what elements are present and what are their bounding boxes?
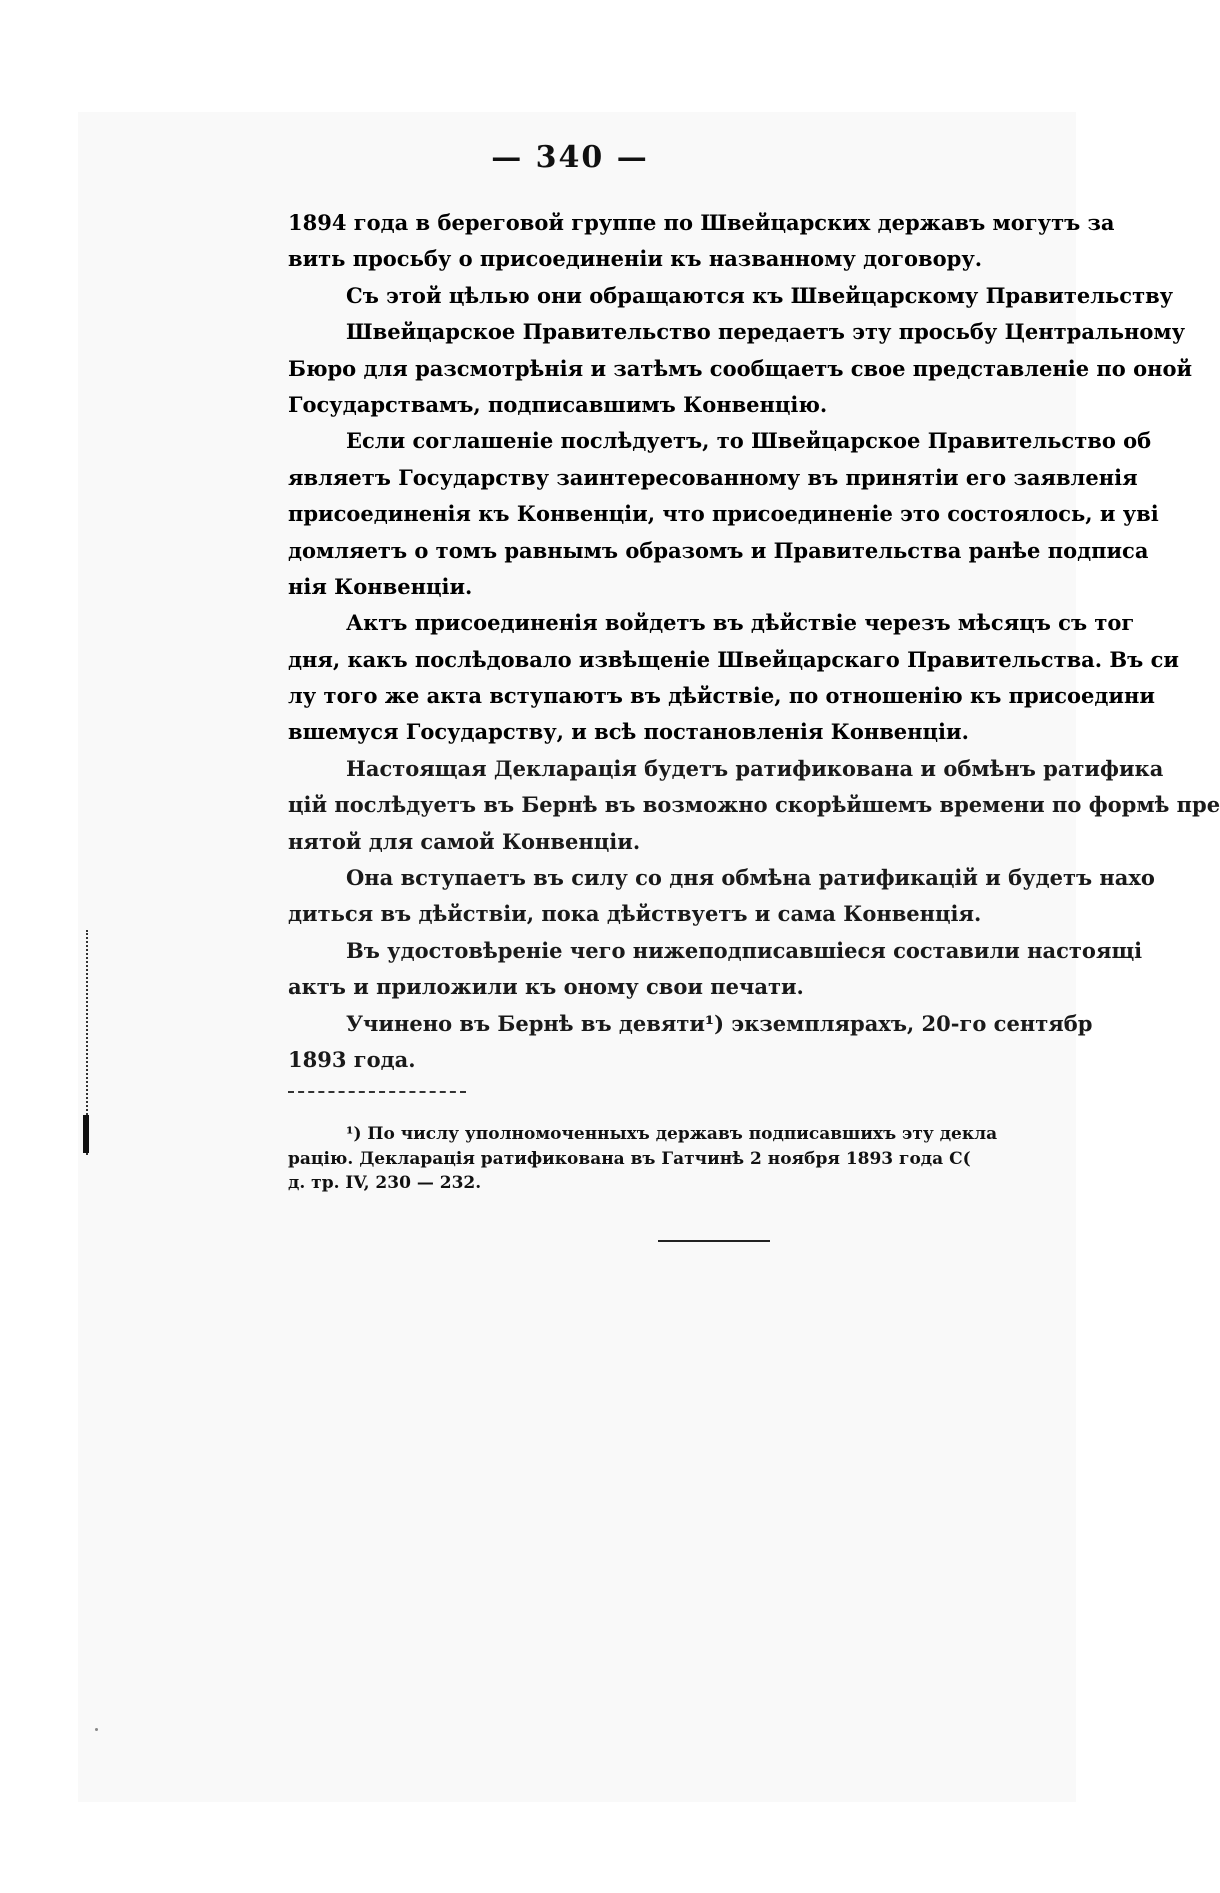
body-text — [288, 205, 1220, 1078]
footnote-line: ¹) По числу уполномоченныхъ державъ подписавшихъ эту декла — [346, 1124, 998, 1144]
text-line: Она вступаетъ въ силу со дня обмѣна ратификацій и будетъ нахо — [346, 865, 1155, 891]
footnote-line: д. тр. IV, 230 — 232. — [288, 1173, 482, 1193]
text-line: являетъ Государству заинтересованному въ принятіи его заявленія — [288, 464, 1138, 490]
margin-mark — [83, 1115, 89, 1153]
text-line: дня, какъ послѣдовало извѣщеніе Швейцарскаго Правительства. Въ си — [288, 646, 1179, 672]
text-line: Швейцарское Правительство передаетъ эту просьбу Центральному — [346, 319, 1186, 345]
text-line: актъ и приложили къ оному свои печати. — [288, 974, 804, 1000]
footnote-separator — [288, 1091, 466, 1093]
text-line: Съ этой цѣлью они обращаются къ Швейцарскому Правительству — [346, 282, 1174, 308]
text-line: Настоящая Декларація будетъ ратификована и обмѣнъ ратифика — [346, 755, 1164, 781]
text-line: вить просьбу о присоединеніи къ названному договору. — [288, 246, 983, 272]
text-line: домляетъ о томъ равнымъ образомъ и Правительства ранѣе подписа — [288, 537, 1149, 563]
end-rule — [658, 1240, 770, 1242]
text-line: нія Конвенціи. — [288, 573, 473, 599]
text-line: 1894 года в береговой группе по Швейцарских державъ могутъ за — [288, 210, 1115, 235]
page-number: — 340 — — [491, 140, 649, 175]
text-line: вшемуся Государству, и всѣ постановленія Конвенціи. — [288, 719, 969, 745]
speck — [95, 1728, 98, 1731]
text-line: лу того же акта вступаютъ въ дѣйствіе, по отношенію къ присоедини — [288, 683, 1155, 709]
text-line: цій послѣдуетъ въ Бернѣ въ возможно скорѣйшемъ времени по формѣ пре — [288, 792, 1220, 818]
text-line: присоединенія къ Конвенціи, что присоединеніе это состоялось, и уві — [288, 501, 1159, 527]
text-line: Бюро для разсмотрѣнія и затѣмъ сообщаетъ свое представленіе по оной — [288, 355, 1193, 381]
text-line: Учинено въ Бернѣ въ девяти¹) экземплярахъ, 20-го сентябр — [346, 1010, 1093, 1036]
text-line: Въ удостовѣреніе чего нижеподписавшіеся составили настоящі — [346, 937, 1143, 963]
text-line: 1893 года. — [288, 1046, 416, 1072]
text-line: Государствамъ, подписавшимъ Конвенцію. — [288, 391, 828, 417]
footnotes — [288, 1122, 1078, 1196]
text-line: нятой для самой Конвенціи. — [288, 828, 641, 854]
text-line: Если соглашеніе послѣдуетъ, то Швейцарское Правительство об — [346, 428, 1152, 454]
text-line: диться въ дѣйствіи, пока дѣйствуетъ и сама Конвенція. — [288, 901, 982, 927]
text-line: Актъ присоединенія войдетъ въ дѣйствіе черезъ мѣсяцъ съ тог — [346, 610, 1135, 636]
footnote-line: рацію. Декларація ратификована въ Гатчинѣ 2 ноября 1893 года С( — [288, 1148, 971, 1169]
